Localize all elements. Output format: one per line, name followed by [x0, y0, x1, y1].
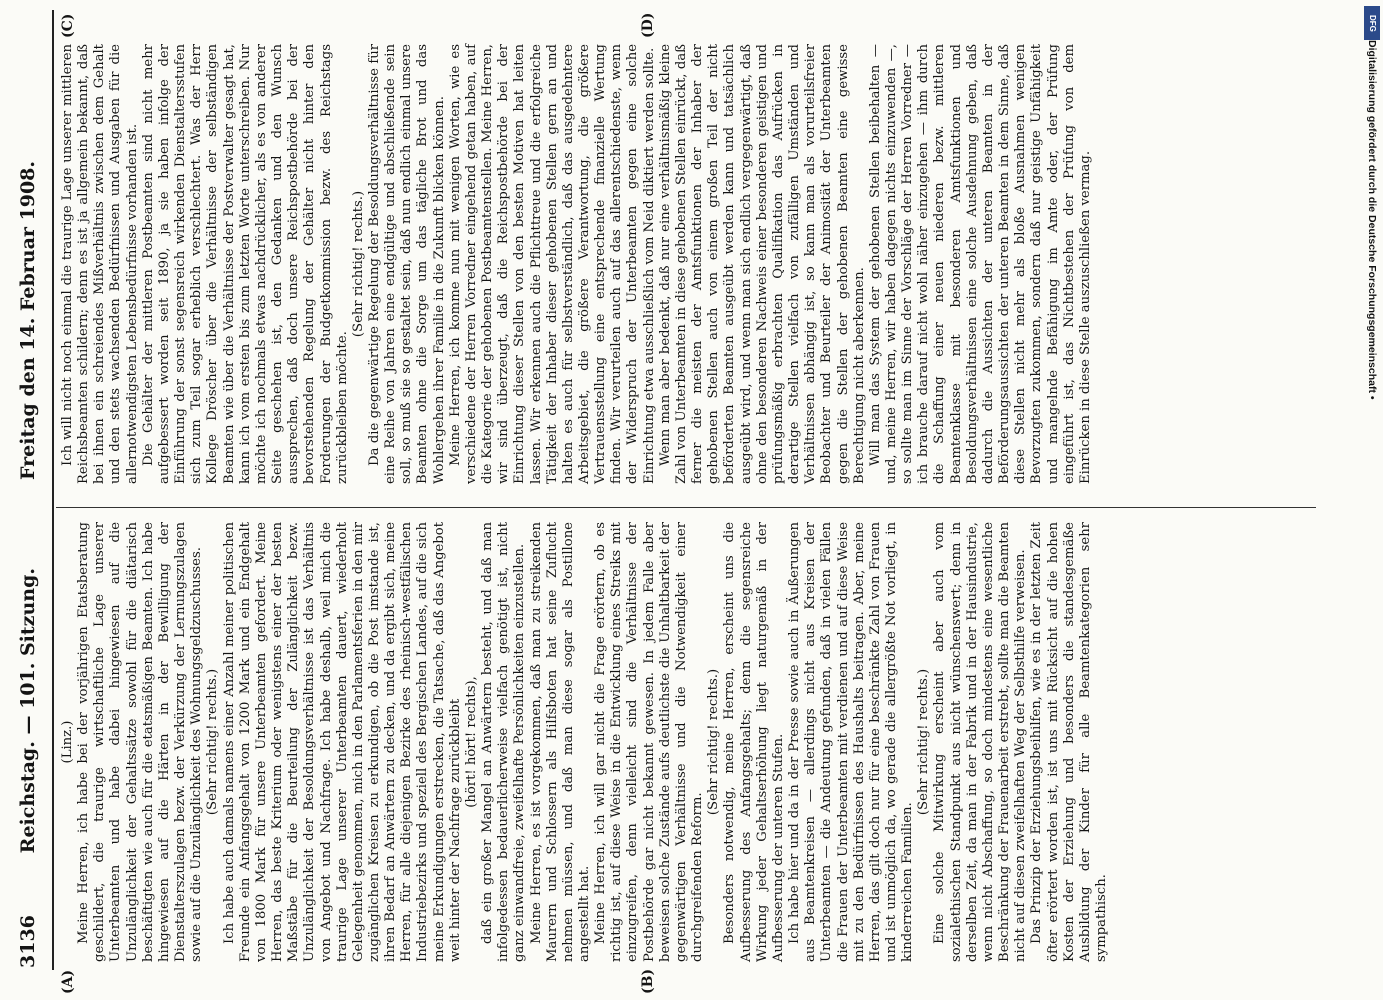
paragraph: (Linz.) — [60, 720, 75, 764]
paragraph: Das Prinzip der Erziehungsbeihilfen, wie es in der letzten Zeit öfter erörtert worden ist, ist uns mit Rücksicht auf die hohen Kosten der Erziehung und besonders die standesgemäße Ausbildung der Kinder für alle Beamtenkategorien sehr sympathisch. — [1029, 522, 1109, 962]
paragraph: Ich will nicht noch einmal die traurige Lage unserer mittleren Reichsbeamten schildern; denn es ist ja allgemein bekannt, daß bei ihnen ein schreiendes Mißverhältnis zwischen dem Gehalt und den stets wachsenden Bedürfnissen und Ausgaben für die allernotwendigsten Lebensbedürfnisse vorhanden ist. — [60, 44, 140, 484]
left-header — [8, 548, 48, 968]
paragraph: Ich habe auch damals namens einer Anzahl meiner politischen Freunde ein Anfangsgehalt von 1200 Mark und ein Endgehalt von 1800 Mark für unsere Unterbeamten gefordert. Meine Herren, das beste Kriterium oder wenigstens einer der besten Maßstäbe für die Beurteilung der Zulänglichkeit bezw. Unzulänglichkeit der Besoldungsverhältnisse ist das Verhältnis von Angebot und Nachfrage. Ich habe deshalb, weil mich die traurige Lage unserer Unterbeamten dauert, wiederholt Gelegenheit genommen, mich in den Parlamentsferien in den mir zugänglichen Kreisen zu erkundigen, ob die Post imstande ist, ihren Bedarf an Anwärtern zu decken, und da ergibt sich, meine Herren, für alle diejenigen Bezirke des rheinisch-westfälischen Industriebezirks und speziell des Bergischen Landes, auf die sich meine Erkundigungen erstrecken, die Tatsache, daß das Angebot weit hinter der Nachfrage zurückbleibt — [221, 522, 463, 962]
paragraph: Meine Herren, ich habe bei der vorjährigen Etatsberatung geschildert, die traurige wirtschaftliche Lage unserer Unterbeamten und habe dabei hingewiesen auf die Unzulänglichkeit der Gehaltssätze sowohl für die diätarisch beschäftigten wie auch für die etatsmäßigen Beamten. Ich habe hingewiesen auf die Härten in der Bewilligung der Dienstalterszulagen bezw. der Verkürzung der Lernungszulagen sowie auf die Unzulänglichkeit des Wohnungsgeldzuschusses. — [76, 522, 205, 962]
paragraph: Eine solche Mitwirkung erscheint aber auch vom sozialethischen Standpunkt aus nicht wünschenswert; denn in derselben Zeit, da man in der Fabrik und in der Hausindustrie, wenn nicht Abschaffung, so doch mindestens eine wesentliche Beschränkung der Frauenarbeit erstrebt, sollte man die Beamten nicht auf diesen zweifelhaften Weg der Selbsthilfe verweisen. — [932, 522, 1029, 962]
paragraph: Besonders notwendig, meine Herren, erscheint uns die Aufbesserung des Anfangsgehalts; denn die segensreiche Wirkung jeder Gehaltserhöhung liegt naturgemäß in der Aufbesserung der unteren Stufen. — [722, 522, 786, 962]
marker-d: (D) — [640, 12, 656, 38]
paragraph: Die Gehälter der mittleren Postbeamten sind nicht mehr aufgebessert worden seit 1890, ja sie haben infolge der Einführung der sonst segensreich wirkenden Dienstaltersstufen sich zum Teil sogar erheblich verschlechtert. Was der Herr Kollege Dröscher über die Verhältnisse der selbständigen Beamten wie über die Verhältnisse der Postverwalter gesagt hat, kann ich vom ersten bis zum letzten Worte unterschreiben. Nur möchte ich nochmals etwas nachdrücklicher, als es von anderer Seite geschehen ist, den Gedanken und den Wunsch aussprechen, daß doch unsere Reichspostbehörde bei der bevorstehenden Regelung der Gehälter nicht hinter den Forderungen der Budgetkommission bezw. des Reichstags zurückbleiben möchte. — [140, 44, 350, 484]
paragraph: Will man das System der gehobenen Stellen beibehalten — und, meine Herren, wir haben dagegen nichts einzuwenden —, so sollte man im Sinne der Vorschläge der Herren Vorredner — ich brauche darauf nicht wohl näher einzugehen — ihm durch die Schaffung einer neuen niederen bezw. mittleren Beamtenklasse mit besonderen Amtsfunktionen und Besoldungsverhältnissen eine solche Ausdehnung geben, daß dadurch die Aussichten der unteren Beamten in der Beförderungsaussichten der unteren Beamten in dem Sinne, daß diese Stellen nicht mehr als bloße Ausnahmen wenigen Bevorzugten zukommen, sondern daß nur geistige Unfähigkeit und mangelnde Befähigung im Amte oder, der Prüfung eingeführt ist, das Nichtbestehen der Prüfung von dem Einrücken in diese Stelle auszuschließen vermag. — [867, 44, 1093, 484]
digitization-strip — [1361, 0, 1383, 1000]
paragraph: (Sehr richtig! rechts.) — [916, 668, 932, 816]
paragraph: (Sehr richtig! rechts.) — [350, 190, 366, 338]
column-divider — [56, 507, 1316, 508]
paragraph: Meine Herren, ich will gar nicht die Frage erörtern, ob es richtig ist, auf diese Weise in die Entwicklung eines Streiks mit einzugreifen, denn vielleicht sind die Verhältnisse der Postbehörde gar nicht bekannt gewesen. In jedem Falle aber beweisen solche Zustände aufs deutlichste die Unhaltbarkeit der gegenwärtigen Verhältnisse und die Notwendigkeit einer durchgreifenden Reform. — [593, 522, 706, 962]
right-header — [8, 0, 48, 480]
paragraph: Ich habe hier und da in der Presse sowie auch in Äußerungen aus Beamtenkreisen — allerdings nicht aus Kreisen der Unterbeamten — die Andeutung gefunden, daß in vielen Fällen die Frauen der Unterbeamten mit verdienen und auf diese Weise mit zu den Bedürfnissen des Haushalts beitragen. Aber, meine Herren, das gilt doch nur für eine beschränkte Zahl von Frauen und ist unmöglich da, wo gerade die allergrößte Not vorliegt, in kinderreichen Familien. — [787, 522, 916, 962]
paragraph: Wenn man aber bedenkt, daß nur eine verhältnismäßig kleine Zahl von Unterbeamten in diese gehobenen Stellen einrückt, daß ferner die meisten der Amtsfunktionen der Inhaber der gehobenen Stellen auch von einem großen Teil der nicht beförderten Beamten ausgeübt werden kann und tatsächlich ausgeübt wird, und wenn man sich endlich vergegenwärtigt, daß ohne den besonderen Nachweis einer besonderen geistigen und prüfungsmäßig erbrachten Qualifikation das Aufrücken in derartige Stellen vielfach von zufälligen Umständen und Verhältnissen abhängig ist, so kann man als vorurteilsfreier Beobachter und Beurteiler der Animosität der Unterbeamten gegen die Stellen der gehobenen Beamten eine gewisse Berechtigung nicht aberkennen. — [657, 44, 867, 484]
paragraph: Meine Herren, ich komme nun mit wenigen Worten, wie es verschiedene der Herren Vorredner eingehend getan haben, auf die Kategorie der gehobenen Postbeamtenstellen. Meine Herren, wir sind überzeugt, daß die Reichspostbehörde bei der Einrichtung dieser Stellen von den besten Motiven hat leiten lassen. Wir erkennen auch die Pflichttreue und die erfolgreiche Tätigkeit der Inhaber dieser gehobenen Stellen gern an und halten es auch für selbstverständlich, daß das ausgedehntere Arbeitsgebiet, die größere Verantwortung, die größere Vertrauensstellung eine entsprechende finanzielle Wertung finden. Wir verurteilen auch auf das allerentschiedenste, wenn der Widerspruch der Unterbeamten gegen eine solche Einrichtung etwa ausschließlich vom Neid diktiert werden sollte. — [447, 44, 657, 484]
page-number: 3136 — [17, 915, 39, 968]
left-running-title: Reichstag. — 101. Sitzung. — [17, 568, 39, 854]
marker-a: (A) — [60, 969, 76, 994]
right-running-title: Freitag den 14. Februar 1908. — [17, 160, 39, 480]
marker-c: (C) — [60, 13, 76, 38]
left-column — [60, 522, 1110, 962]
dfg-logo: DFG — [1364, 6, 1380, 40]
paragraph: daß ein großer Mangel an Anwärtern besteht, und daß man infolgedessen bedauerlicherweise vielfach genötigt ist, nicht ganz einwandfreie, zweifelhafte Persönlichkeiten einzustellen. — [480, 522, 528, 962]
marker-b: (B) — [640, 968, 656, 994]
paragraph: (Sehr richtig! rechts.) — [205, 668, 221, 816]
paragraph: Meine Herren, es ist vorgekommen, daß man zu streikenden Maurern und Schlossern als Hilfsboten hat seine Zuflucht nehmen müssen, und daß man diese sogar als Postillone angestellt hat. — [528, 522, 592, 962]
header-rule — [52, 10, 54, 970]
digitization-note: Digitalisierung gefördert durch die Deutsche Forschungsgemeinschaft • — [1366, 40, 1378, 400]
right-column — [60, 44, 1094, 484]
paragraph: Da die gegenwärtige Regelung der Besoldungsverhältnisse für eine Reihe von Jahren eine endgültige und abschließende sein soll, so muß sie so gestaltet sein, daß nun endlich einmal unsere Beamten ohne die Sorge um das tägliche Brot und das Wohlergehen ihrer Familie in die Zukunft blicken können. — [366, 44, 447, 484]
paragraph: (Sehr richtig! rechts.) — [706, 668, 722, 816]
paragraph: (hört! hört! rechts), — [463, 676, 479, 808]
